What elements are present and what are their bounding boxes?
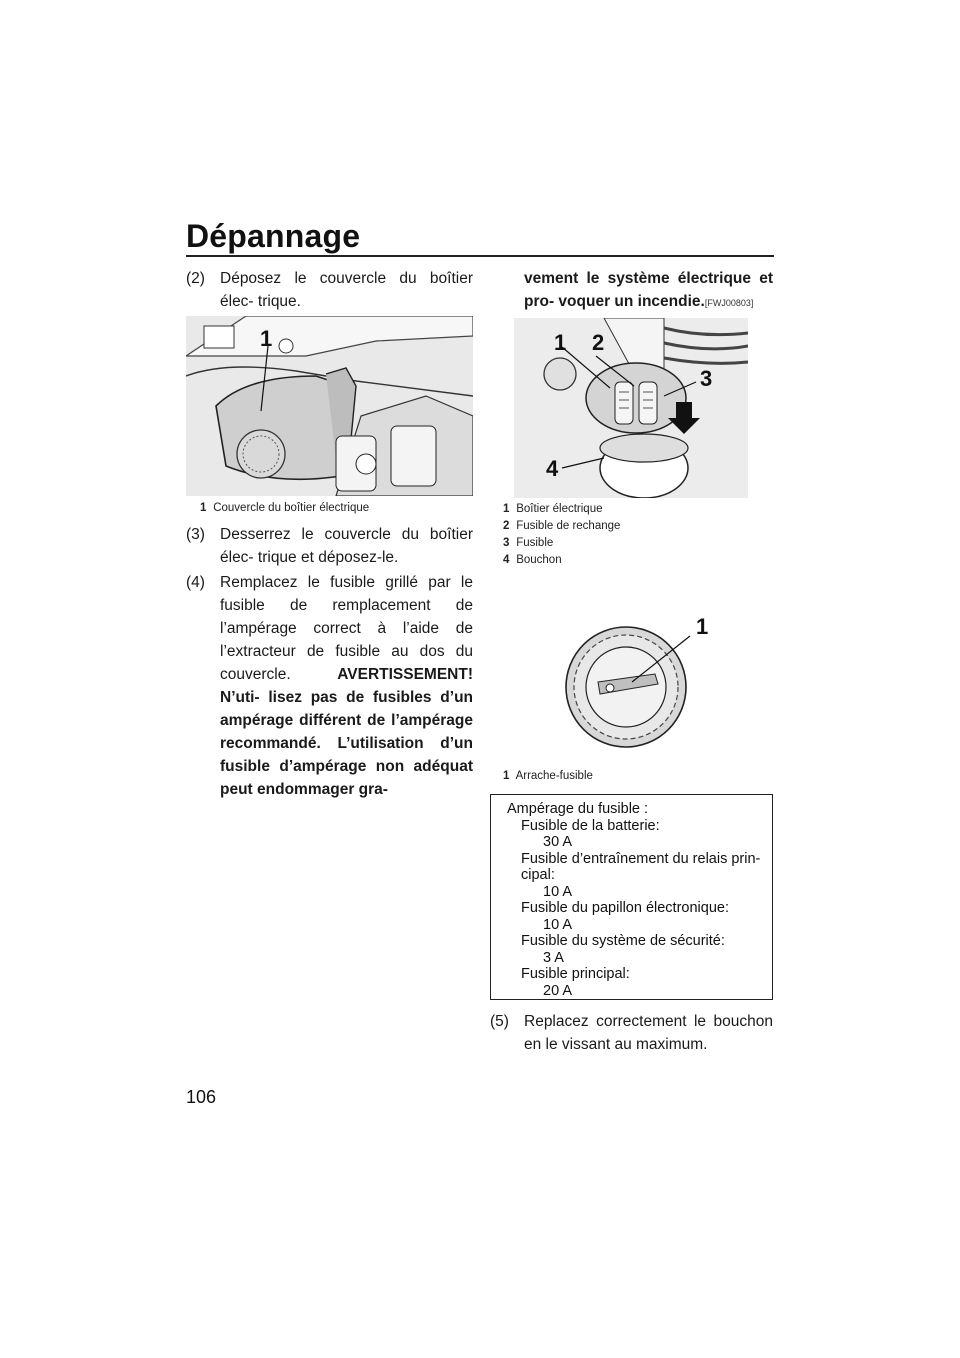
figure-caption-list [503,501,763,569]
spec-label: Fusible principal: [521,966,630,982]
warning-code: [FWJ00803] [704,298,754,308]
step-number: (5) [490,1013,509,1030]
page-number: 106 [186,1087,217,1107]
figure-caption: 1 Arrache-fusible [503,770,593,782]
step-text: Remplacez le fusible grillé par le fusible de remplacement de l’ampérage correct à l’aide de l’extracteur de fusible au dos du couvercle. [220,574,473,683]
step-number: (2) [186,270,205,287]
fuse-amperage-box [490,794,773,1000]
step-text: Déposez le couvercle du boîtier élec- trique. [220,270,473,310]
figure-caption: 1 Couvercle du boîtier électrique [200,502,370,514]
electrical-box-cover-photo [186,316,473,496]
spec-label: Fusible du système de sécurité: [521,933,725,949]
caption-item: 1 Boîtier électrique [503,503,603,515]
title-rule [186,255,774,257]
figure-callout: 1 [260,326,273,351]
spec-label: Fusible de la batterie: [521,817,660,834]
step-text: Desserrez le couvercle du boîtier élec- trique et déposez-le. [220,526,473,566]
step-5 [490,1010,773,1056]
spec-label: Fusible d’entraînement du relais prin- [521,850,761,867]
caption-item: 4 Bouchon [503,554,562,566]
figure-callout: 3 [700,366,713,391]
spec-value: 10 A [543,883,573,900]
figure-callout: 1 [554,330,567,355]
figure-callout: 4 [546,456,559,481]
step-number: (4) [186,574,205,591]
warning-continuation: vement le système électrique et pro- voquer un incendie.[FWJ00803] [524,270,773,310]
figure-callout: 1 [696,614,709,639]
step-text: Replacez correctement le bouchon en le vissant au maximum. [524,1013,773,1053]
warning-text: AVERTISSEMENT! N’uti- lisez pas de fusibles d’un ampérage différent de l’ampérage recommandé. L’utilisation d’un fusible d’ampérage non adéquat peut endommager gra- [220,666,473,798]
spec-value: 20 A [543,982,573,999]
spec-heading: Ampérage du fusible : [507,801,649,817]
step-4 [186,571,473,801]
step-3 [186,523,473,569]
spec-label: cipal: [521,867,555,883]
spec-label: Fusible du papillon électronique: [521,900,729,916]
caption-item: 3 Fusible [503,537,554,549]
spec-value: 10 A [543,916,573,933]
fuse-puller-cap-photo [560,612,720,752]
page-title: Dépannage [186,218,361,254]
spec-value: 30 A [543,834,573,850]
step-2 [186,267,473,313]
figure-callout: 2 [592,330,605,355]
electrical-box-fuses-photo [514,318,748,498]
step-number: (3) [186,526,205,543]
caption-item: 2 Fusible de rechange [503,520,621,532]
spec-value: 3 A [543,949,564,966]
